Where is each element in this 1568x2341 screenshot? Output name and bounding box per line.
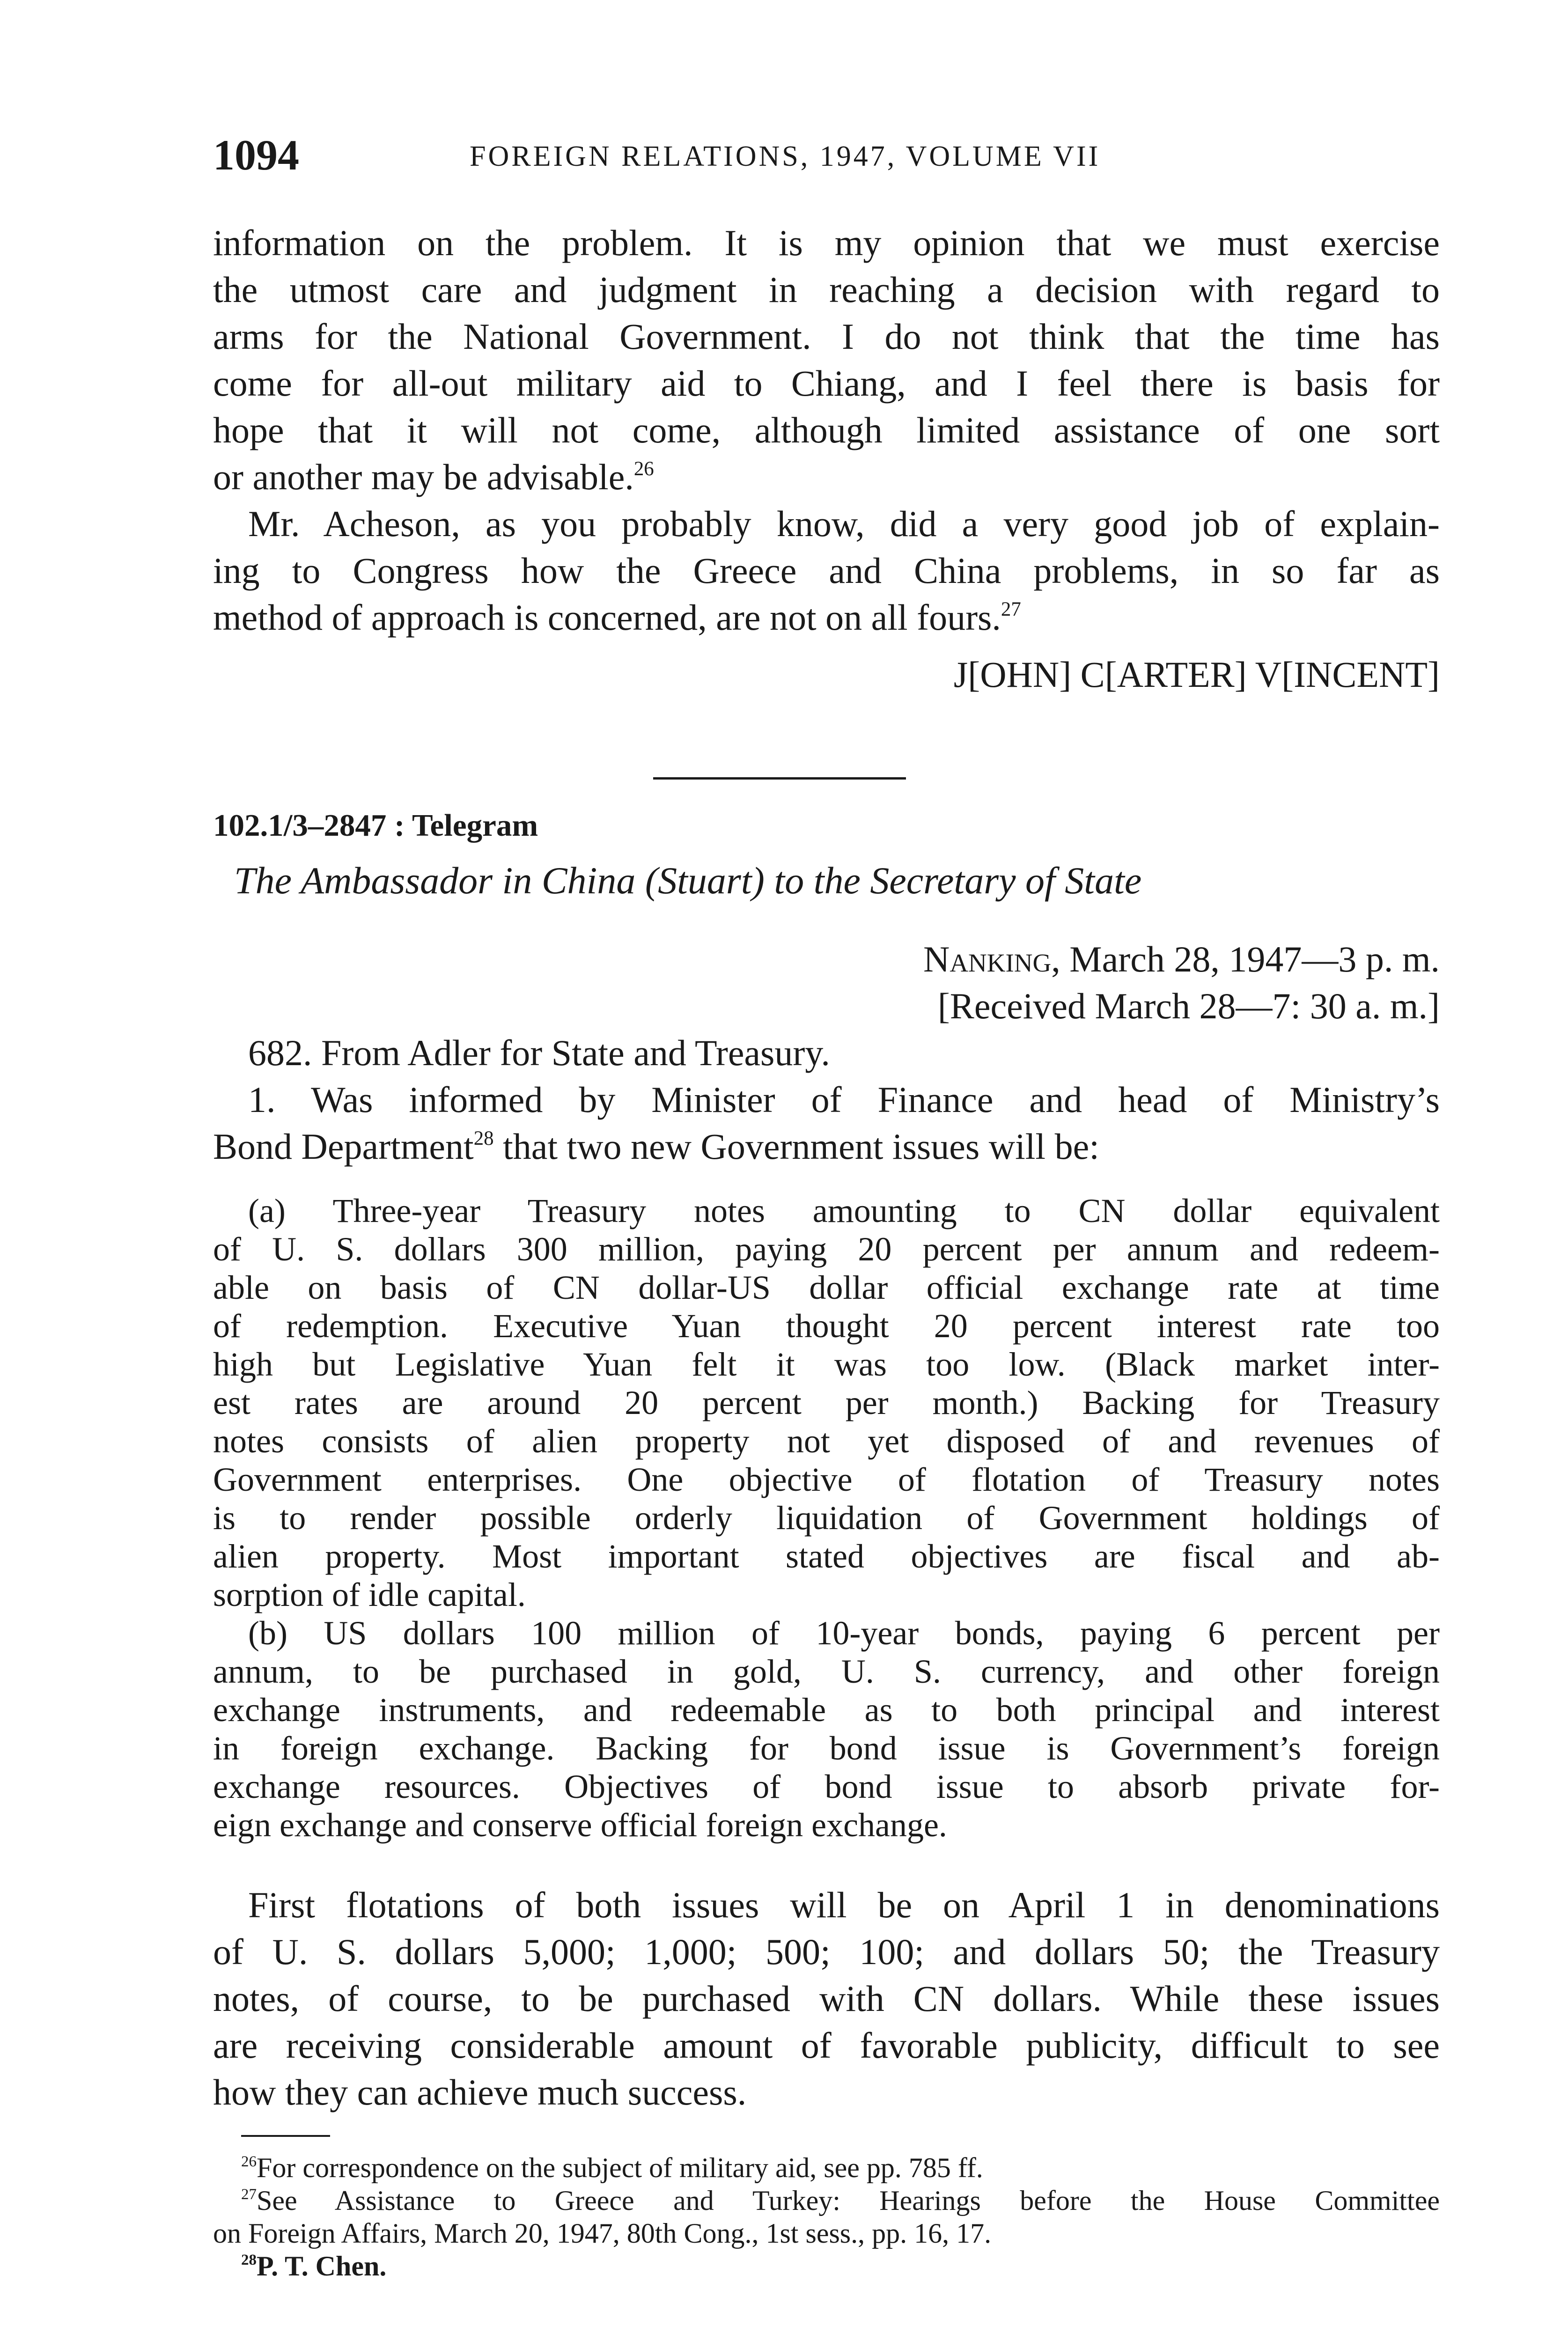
- running-title: FOREIGN RELATIONS, 1947, VOLUME VII: [470, 140, 1101, 172]
- quoted-line: alien property. Most important stated objectives are fiscal and ab-: [213, 1538, 1440, 1575]
- footnote-ref: 28: [473, 1127, 494, 1149]
- body-line: of U. S. dollars 5,000; 1,000; 500; 100; and dollars 50; the Treasury: [213, 1931, 1440, 1972]
- quoted-line: is to render possible orderly liquidation of Government holdings of: [213, 1499, 1440, 1537]
- signature: J[OHN] C[ARTER] V[INCENT]: [953, 654, 1440, 695]
- quoted-line: of redemption. Executive Yuan thought 20 percent interest rate too: [213, 1307, 1440, 1345]
- quoted-line: Government enterprises. One objective of flotation of Treasury notes: [213, 1461, 1440, 1498]
- footnote-ref: 26: [633, 457, 654, 480]
- body-line: First flotations of both issues will be on April 1 in denominations: [248, 1885, 1440, 1925]
- body-line: are receiving considerable amount of favorable publicity, difficult to see: [213, 2025, 1440, 2066]
- section-divider: [653, 777, 906, 780]
- footnote-ref: 27: [1001, 598, 1021, 620]
- body-line: Bond Department$^{28}$ that two new Government issues will be:: [213, 1126, 1099, 1167]
- quoted-line: able on basis of CN dollar-US dollar official exchange rate at time: [213, 1269, 1440, 1306]
- body-line: Mr. Acheson, as you probably know, did a very good job of explain-: [248, 503, 1440, 544]
- quoted-line: notes consists of alien property not yet disposed of and revenues of: [213, 1422, 1440, 1460]
- footnote: $^{27}$See Assistance to Greece and Turkey: Hearings before the House Committee: [241, 2185, 1440, 2216]
- quoted-line: est rates are around 20 percent per month.) Backing for Treasury: [213, 1384, 1440, 1421]
- quoted-line: exchange resources. Objectives of bond issue to absorb private for-: [213, 1768, 1440, 1805]
- received-line: [Received March 28—7: 30 a. m.]: [937, 986, 1440, 1026]
- body-line: hope that it will not come, although limited assistance of one sort: [213, 410, 1440, 450]
- body-line: the utmost care and judgment in reaching a decision with regard to: [213, 269, 1440, 310]
- quoted-line: high but Legislative Yuan felt it was too low. (Black market inter-: [213, 1346, 1440, 1383]
- footnote: $^{28}$P. T. Chen.: [241, 2251, 387, 2282]
- dateline: Nanking, March 28, 1947—3 p. m.: [923, 939, 1440, 979]
- body-line: method of approach is concerned, are not on all fours.$^{27}$: [213, 597, 1021, 638]
- body-line: 682. From Adler for State and Treasury.: [248, 1032, 830, 1073]
- quoted-line: annum, to be purchased in gold, U. S. currency, and other foreign: [213, 1653, 1440, 1690]
- quoted-line: of U. S. dollars 300 million, paying 20 percent per annum and redeem-: [213, 1230, 1440, 1268]
- file-reference: 102.1/3–2847 : Telegram: [213, 808, 538, 843]
- quoted-line: (b) US dollars 100 million of 10-year bonds, paying 6 percent per: [248, 1614, 1440, 1652]
- quoted-line: (a) Three-year Treasury notes amounting to CN dollar equivalent: [248, 1192, 1440, 1229]
- page-number: 1094: [213, 131, 299, 179]
- body-line: 1. Was informed by Minister of Finance and head of Ministry’s: [248, 1079, 1440, 1120]
- body-line: information on the problem. It is my opinion that we must exercise: [213, 222, 1440, 263]
- body-line: or another may be advisable.$^{26}$: [213, 456, 654, 497]
- body-line: notes, of course, to be purchased with CN dollars. While these issues: [213, 1978, 1440, 2019]
- quoted-line: exchange instruments, and redeemable as to both principal and interest: [213, 1691, 1440, 1729]
- quoted-line: eign exchange and conserve official foreign exchange.: [213, 1806, 947, 1844]
- body-line: come for all-out military aid to Chiang, and I feel there is basis for: [213, 363, 1440, 404]
- body-line: arms for the National Government. I do not think that the time has: [213, 316, 1440, 357]
- document-heading: The Ambassador in China (Stuart) to the Secretary of State: [234, 859, 1142, 902]
- body-line: how they can achieve much success.: [213, 2072, 747, 2113]
- body-line: ing to Congress how the Greece and China problems, in so far as: [213, 550, 1440, 591]
- footnote: on Foreign Affairs, March 20, 1947, 80th Cong., 1st sess., pp. 16, 17.: [213, 2218, 992, 2249]
- footnote: $^{26}$For correspondence on the subject of military aid, see pp. 785 ff.: [241, 2152, 983, 2183]
- quoted-line: in foreign exchange. Backing for bond issue is Government’s foreign: [213, 1730, 1440, 1767]
- quoted-line: sorption of idle capital.: [213, 1576, 526, 1613]
- footnote-rule: [241, 2135, 330, 2137]
